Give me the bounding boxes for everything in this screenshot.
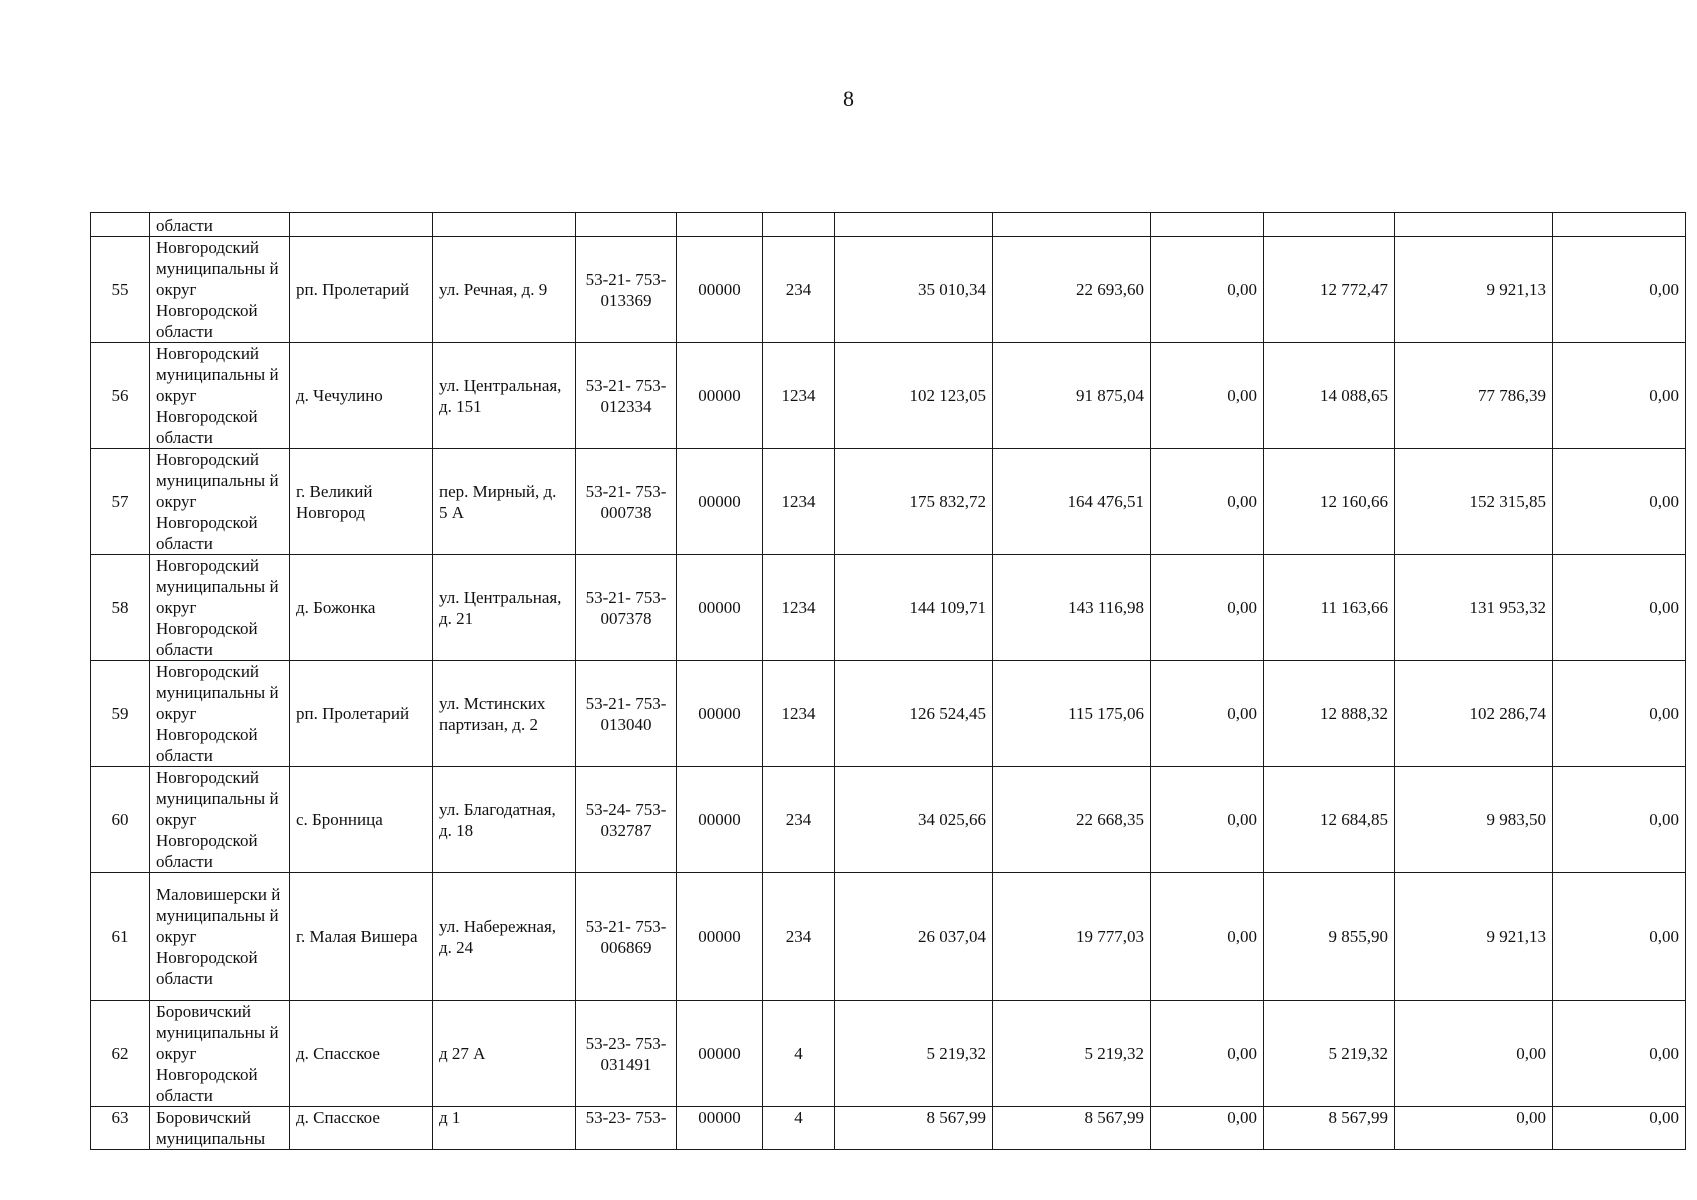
cell-locality: с. Бронница xyxy=(290,767,433,873)
cell-amount-1: 19 777,03 xyxy=(993,873,1151,1001)
cell-num: 62 xyxy=(91,1001,150,1107)
cell-code: 53-21- 753- 012334 xyxy=(576,343,677,449)
cell-total: 144 109,71 xyxy=(835,555,993,661)
cell-amount-5: 0,00 xyxy=(1553,237,1686,343)
cell-amount-5: 0,00 xyxy=(1553,449,1686,555)
table-row xyxy=(91,1107,1686,1150)
cell-municipality: Маловишерски й муниципальны й округ Новгородской области xyxy=(150,873,290,1001)
cell-works: 234 xyxy=(763,237,835,343)
cell-amount-5: 0,00 xyxy=(1553,767,1686,873)
cell-num: 57 xyxy=(91,449,150,555)
cell-num xyxy=(91,213,150,237)
cell-num: 58 xyxy=(91,555,150,661)
cell-amount-5: 0,00 xyxy=(1553,661,1686,767)
cell-municipality: Новгородский муниципальны й округ Новгородской области xyxy=(150,555,290,661)
cell-subcode: 00000 xyxy=(677,1001,763,1107)
cell-amount-3: 12 684,85 xyxy=(1264,767,1395,873)
cell-code: 53-23- 753- xyxy=(576,1107,677,1150)
cell-amount-1: 22 693,60 xyxy=(993,237,1151,343)
cell-address: д 27 А xyxy=(433,1001,576,1107)
cell-locality: д. Чечулино xyxy=(290,343,433,449)
table-row xyxy=(91,555,1686,661)
cell-amount-5: 0,00 xyxy=(1553,1107,1686,1150)
cell-amount-3: 5 219,32 xyxy=(1264,1001,1395,1107)
cell-works: 1234 xyxy=(763,449,835,555)
cell-address: д 1 xyxy=(433,1107,576,1150)
cell-total: 8 567,99 xyxy=(835,1107,993,1150)
cell-locality: д. Божонка xyxy=(290,555,433,661)
cell-amount-5 xyxy=(1553,213,1686,237)
cell-amount-4: 0,00 xyxy=(1395,1107,1553,1150)
cell-total: 35 010,34 xyxy=(835,237,993,343)
cell-amount-4: 131 953,32 xyxy=(1395,555,1553,661)
cell-locality: г. Великий Новгород xyxy=(290,449,433,555)
table-row xyxy=(91,1001,1686,1107)
cell-amount-2: 0,00 xyxy=(1151,555,1264,661)
cell-municipality: Новгородский муниципальны й округ Новгородской области xyxy=(150,767,290,873)
table-row xyxy=(91,237,1686,343)
cell-amount-2: 0,00 xyxy=(1151,449,1264,555)
cell-amount-1: 5 219,32 xyxy=(993,1001,1151,1107)
cell-amount-4: 152 315,85 xyxy=(1395,449,1553,555)
cell-amount-3: 8 567,99 xyxy=(1264,1107,1395,1150)
cell-total: 5 219,32 xyxy=(835,1001,993,1107)
cell-amount-1: 22 668,35 xyxy=(993,767,1151,873)
cell-subcode xyxy=(677,213,763,237)
cell-amount-2: 0,00 xyxy=(1151,661,1264,767)
table-row xyxy=(91,873,1686,1001)
cell-municipality: Новгородский муниципальны й округ Новгородской области xyxy=(150,449,290,555)
cell-municipality: области xyxy=(150,213,290,237)
cell-code: 53-21- 753- 013040 xyxy=(576,661,677,767)
cell-municipality: Боровичский муниципальны xyxy=(150,1107,290,1150)
cell-subcode: 00000 xyxy=(677,555,763,661)
cell-address: ул. Центральная, д. 151 xyxy=(433,343,576,449)
cell-amount-3 xyxy=(1264,213,1395,237)
cell-total: 126 524,45 xyxy=(835,661,993,767)
cell-locality: д. Спасское xyxy=(290,1107,433,1150)
cell-works: 4 xyxy=(763,1107,835,1150)
cell-amount-5: 0,00 xyxy=(1553,1001,1686,1107)
cell-works: 234 xyxy=(763,767,835,873)
cell-amount-3: 12 160,66 xyxy=(1264,449,1395,555)
cell-subcode: 00000 xyxy=(677,1107,763,1150)
cell-num: 63 xyxy=(91,1107,150,1150)
cell-amount-2: 0,00 xyxy=(1151,237,1264,343)
cell-amount-1: 115 175,06 xyxy=(993,661,1151,767)
cell-amount-3: 9 855,90 xyxy=(1264,873,1395,1001)
cell-amount-2 xyxy=(1151,213,1264,237)
registry-table xyxy=(90,212,1686,1150)
cell-code xyxy=(576,213,677,237)
cell-amount-2: 0,00 xyxy=(1151,873,1264,1001)
cell-code: 53-21- 753- 006869 xyxy=(576,873,677,1001)
cell-address: ул. Мстинских партизан, д. 2 xyxy=(433,661,576,767)
cell-amount-2: 0,00 xyxy=(1151,1001,1264,1107)
cell-amount-5: 0,00 xyxy=(1553,555,1686,661)
cell-code: 53-21- 753- 007378 xyxy=(576,555,677,661)
cell-amount-4 xyxy=(1395,213,1553,237)
cell-subcode: 00000 xyxy=(677,343,763,449)
cell-amount-4: 77 786,39 xyxy=(1395,343,1553,449)
cell-amount-2: 0,00 xyxy=(1151,1107,1264,1150)
cell-code: 53-23- 753- 031491 xyxy=(576,1001,677,1107)
cell-works: 1234 xyxy=(763,661,835,767)
cell-amount-1: 91 875,04 xyxy=(993,343,1151,449)
cell-address: ул. Набережная, д. 24 xyxy=(433,873,576,1001)
cell-total: 26 037,04 xyxy=(835,873,993,1001)
cell-num: 59 xyxy=(91,661,150,767)
cell-subcode: 00000 xyxy=(677,449,763,555)
cell-works: 1234 xyxy=(763,343,835,449)
cell-amount-4: 9 921,13 xyxy=(1395,873,1553,1001)
cell-amount-2: 0,00 xyxy=(1151,767,1264,873)
cell-amount-3: 12 888,32 xyxy=(1264,661,1395,767)
cell-num: 55 xyxy=(91,237,150,343)
cell-subcode: 00000 xyxy=(677,873,763,1001)
cell-address: ул. Речная, д. 9 xyxy=(433,237,576,343)
cell-works: 1234 xyxy=(763,555,835,661)
page-number: 8 xyxy=(843,86,854,111)
cell-amount-4: 0,00 xyxy=(1395,1001,1553,1107)
cell-code: 53-24- 753- 032787 xyxy=(576,767,677,873)
cell-works: 234 xyxy=(763,873,835,1001)
cell-amount-4: 9 921,13 xyxy=(1395,237,1553,343)
cell-total: 102 123,05 xyxy=(835,343,993,449)
cell-address: пер. Мирный, д. 5 А xyxy=(433,449,576,555)
cell-address xyxy=(433,213,576,237)
cell-locality xyxy=(290,213,433,237)
cell-amount-3: 14 088,65 xyxy=(1264,343,1395,449)
cell-num: 56 xyxy=(91,343,150,449)
cell-subcode: 00000 xyxy=(677,767,763,873)
cell-total xyxy=(835,213,993,237)
cell-amount-4: 102 286,74 xyxy=(1395,661,1553,767)
table-row xyxy=(91,449,1686,555)
cell-amount-1: 143 116,98 xyxy=(993,555,1151,661)
cell-amount-5: 0,00 xyxy=(1553,873,1686,1001)
cell-municipality: Новгородский муниципальны й округ Новгородской области xyxy=(150,237,290,343)
cell-locality: рп. Пролетарий xyxy=(290,237,433,343)
cell-amount-5: 0,00 xyxy=(1553,343,1686,449)
cell-num: 60 xyxy=(91,767,150,873)
cell-amount-1: 8 567,99 xyxy=(993,1107,1151,1150)
table-row xyxy=(91,661,1686,767)
cell-address: ул. Благодатная, д. 18 xyxy=(433,767,576,873)
cell-amount-3: 11 163,66 xyxy=(1264,555,1395,661)
cell-amount-1 xyxy=(993,213,1151,237)
cell-municipality: Новгородский муниципальны й округ Новгородской области xyxy=(150,661,290,767)
cell-subcode: 00000 xyxy=(677,661,763,767)
cell-amount-3: 12 772,47 xyxy=(1264,237,1395,343)
table-row xyxy=(91,767,1686,873)
cell-locality: рп. Пролетарий xyxy=(290,661,433,767)
cell-works: 4 xyxy=(763,1001,835,1107)
cell-code: 53-21- 753- 013369 xyxy=(576,237,677,343)
cell-address: ул. Центральная, д. 21 xyxy=(433,555,576,661)
cell-amount-1: 164 476,51 xyxy=(993,449,1151,555)
table-row xyxy=(91,343,1686,449)
cell-amount-4: 9 983,50 xyxy=(1395,767,1553,873)
cell-locality: д. Спасское xyxy=(290,1001,433,1107)
cell-works xyxy=(763,213,835,237)
cell-municipality: Новгородский муниципальны й округ Новгородской области xyxy=(150,343,290,449)
cell-amount-2: 0,00 xyxy=(1151,343,1264,449)
cell-total: 34 025,66 xyxy=(835,767,993,873)
cell-municipality: Боровичский муниципальны й округ Новгородской области xyxy=(150,1001,290,1107)
cell-total: 175 832,72 xyxy=(835,449,993,555)
cell-code: 53-21- 753- 000738 xyxy=(576,449,677,555)
table-row-continuation xyxy=(91,213,1686,237)
cell-num: 61 xyxy=(91,873,150,1001)
cell-locality: г. Малая Вишера xyxy=(290,873,433,1001)
cell-subcode: 00000 xyxy=(677,237,763,343)
